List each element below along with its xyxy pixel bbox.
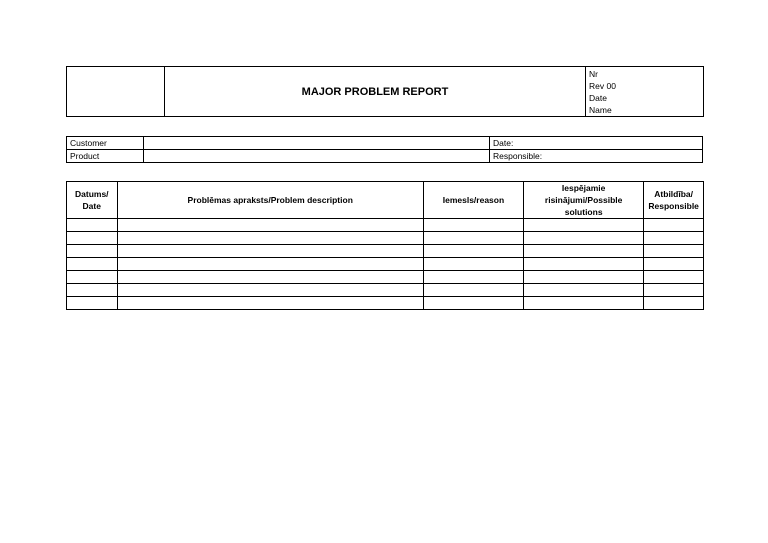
cell-date[interactable] — [67, 284, 118, 297]
column-header-date-line2: Date — [82, 201, 101, 211]
cell-reason[interactable] — [423, 297, 523, 310]
column-header-solutions-line3: solutions — [564, 207, 603, 217]
cell-reason[interactable] — [423, 232, 523, 245]
cell-responsible[interactable] — [644, 232, 704, 245]
customer-field[interactable] — [144, 137, 490, 150]
cell-description[interactable] — [117, 219, 423, 232]
cell-description[interactable] — [117, 245, 423, 258]
cell-date[interactable] — [67, 245, 118, 258]
meta-name: Name — [589, 105, 612, 115]
meta-nr: Nr — [589, 69, 598, 79]
cell-responsible[interactable] — [644, 271, 704, 284]
table-row — [67, 284, 704, 297]
problem-table-header — [67, 182, 704, 219]
cell-reason[interactable] — [423, 258, 523, 271]
logo-placeholder — [67, 67, 165, 117]
customer-info-table — [66, 136, 703, 163]
column-header-date-line1: Datums/ — [75, 189, 109, 199]
column-header-reason: Iemesls/reason — [423, 182, 523, 219]
cell-date[interactable] — [67, 219, 118, 232]
document-meta — [586, 67, 704, 117]
cell-description[interactable] — [117, 284, 423, 297]
cell-date[interactable] — [67, 271, 118, 284]
cell-description[interactable] — [117, 297, 423, 310]
cell-description[interactable] — [117, 271, 423, 284]
customer-label: Customer — [67, 137, 144, 150]
column-header-responsible — [644, 182, 704, 219]
cell-date[interactable] — [67, 232, 118, 245]
product-field[interactable] — [144, 150, 490, 163]
column-header-solutions — [524, 182, 644, 219]
column-header-date — [67, 182, 118, 219]
table-row — [67, 271, 704, 284]
cell-date[interactable] — [67, 258, 118, 271]
cell-solutions[interactable] — [524, 297, 644, 310]
meta-rev: Rev 00 — [589, 81, 616, 91]
cell-solutions[interactable] — [524, 284, 644, 297]
table-row — [67, 245, 704, 258]
table-row — [67, 219, 704, 232]
cell-responsible[interactable] — [644, 258, 704, 271]
cell-reason[interactable] — [423, 271, 523, 284]
cell-solutions[interactable] — [524, 245, 644, 258]
cell-description[interactable] — [117, 258, 423, 271]
column-header-responsible-line2: Responsible — [648, 201, 699, 211]
cell-solutions[interactable] — [524, 232, 644, 245]
cell-date[interactable] — [67, 297, 118, 310]
cell-solutions[interactable] — [524, 219, 644, 232]
cell-responsible[interactable] — [644, 297, 704, 310]
cell-solutions[interactable] — [524, 258, 644, 271]
column-header-description: Problēmas apraksts/Problem description — [117, 182, 423, 219]
table-row — [67, 297, 704, 310]
cell-responsible[interactable] — [644, 219, 704, 232]
cell-reason[interactable] — [423, 284, 523, 297]
cell-reason[interactable] — [423, 219, 523, 232]
column-header-solutions-line1: Iespējamie — [561, 183, 606, 193]
product-row — [67, 150, 703, 163]
table-row — [67, 258, 704, 271]
customer-row — [67, 137, 703, 150]
meta-date: Date — [589, 93, 607, 103]
problem-table — [66, 181, 704, 310]
date-label[interactable]: Date: — [490, 137, 703, 150]
cell-responsible[interactable] — [644, 245, 704, 258]
column-header-responsible-line1: Atbildība/ — [654, 189, 694, 199]
report-title: MAJOR PROBLEM REPORT — [165, 67, 586, 117]
report-header — [66, 66, 704, 117]
responsible-label[interactable]: Responsible: — [490, 150, 703, 163]
cell-reason[interactable] — [423, 245, 523, 258]
cell-description[interactable] — [117, 232, 423, 245]
cell-responsible[interactable] — [644, 284, 704, 297]
cell-solutions[interactable] — [524, 271, 644, 284]
column-header-solutions-line2: risinājumi/Possible — [544, 195, 623, 205]
product-label: Product — [67, 150, 144, 163]
table-row — [67, 232, 704, 245]
